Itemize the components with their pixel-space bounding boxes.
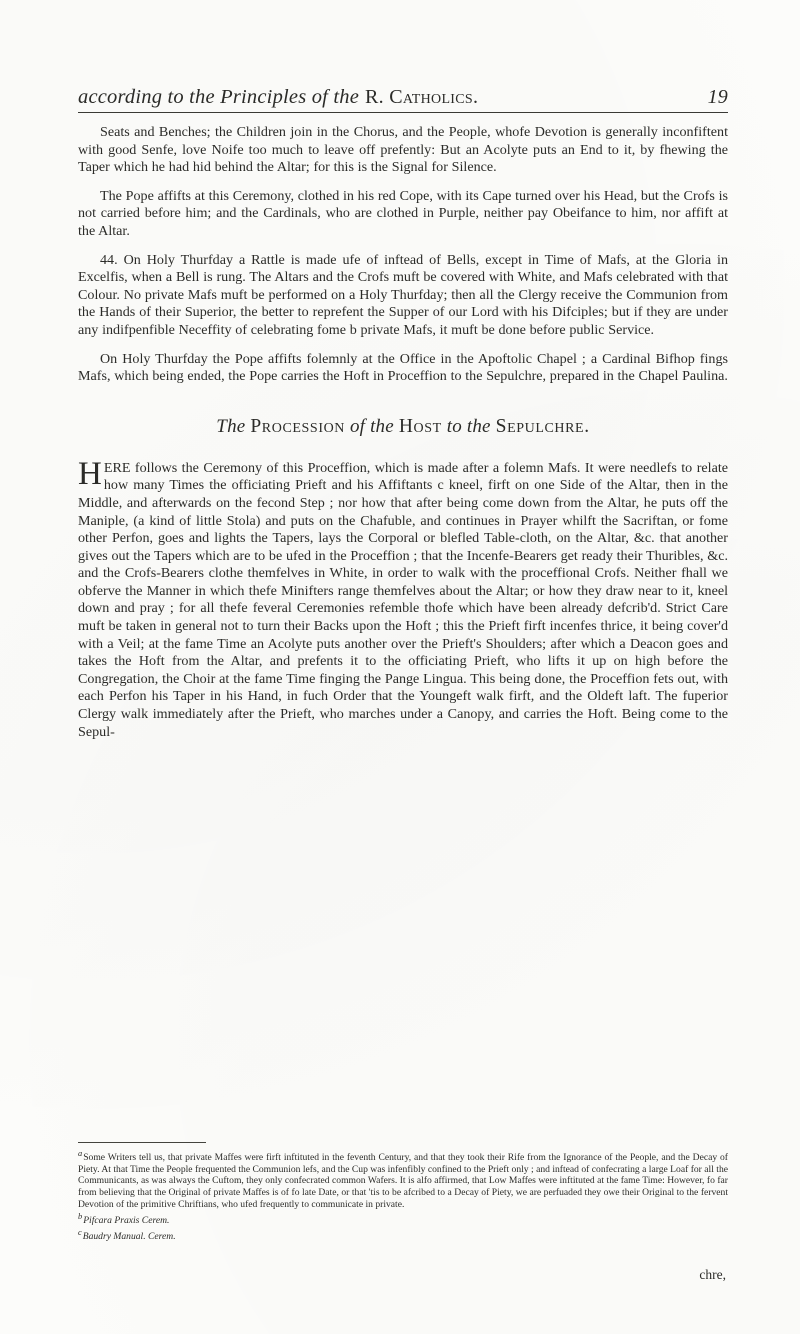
section-heading-procession: Procession xyxy=(250,415,345,437)
running-head-smallcaps: R. Catholics. xyxy=(365,86,479,108)
drop-capital: H xyxy=(78,455,102,492)
footnote-a-mark: a xyxy=(78,1149,83,1158)
text-column xyxy=(78,86,728,752)
page-number: 19 xyxy=(707,86,728,108)
section-heading xyxy=(78,416,728,438)
catchword: chre, xyxy=(699,1267,726,1282)
paragraph-3-text: On Holy Thurfday a Rattle is made ufe of inftead of Bells, except in Time of Mafs, at the Gloria in Excelfis, when a Bell is rung. The Altars and the Crofs muft be covered with White, and Mafs celebrated with that Colour. No private Mafs muft be performed on a Holy Thurfday; then all the Clergy receive the Communion from the Hands of their Superior, the better to reprefent the Supper of our Lord with his Difciples; but if they are under any indifpenfible Neceffity of celebrating fome b private Mafs, it muft be done before public Service. xyxy=(78,251,728,338)
footnote-c-text: Baudry Manual. Cerem. xyxy=(82,1231,176,1243)
footnote-b-mark: b xyxy=(78,1211,83,1221)
section-paragraph-1 xyxy=(78,455,728,742)
running-head-title: according to the Principles of the xyxy=(78,86,360,108)
footnote-c xyxy=(78,1227,728,1243)
section-heading-tail: to the xyxy=(441,415,496,437)
section-heading-host: Host xyxy=(398,415,442,437)
header-rule xyxy=(78,112,728,113)
running-head xyxy=(78,86,728,109)
paragraph-4: On Holy Thurfday the Pope affifts folemnly at the Office in the Apoftolic Chapel ; a Cardinal Bifhop fings Mafs, which being ended, the Pope carries the Hoft in Proceffion to the Sepulchre, prepared in the Chapel Paulina. xyxy=(78,350,728,385)
footnote-block xyxy=(78,1142,728,1243)
paragraph-3-number: 44. xyxy=(100,251,118,268)
footnote-rule xyxy=(78,1142,206,1143)
paragraph-2: The Pope affifts at this Ceremony, clothed in his red Cope, with its Cape turned over his Head, but the Crofs is not carried before him; and the Cardinals, who are clothed in Purple, neither pay Obeifance to him, nor affift at the Altar. xyxy=(78,187,728,239)
section-heading-lead: The xyxy=(216,415,251,437)
paragraph-3 xyxy=(78,252,728,340)
section-paragraph-1-text: ERE follows the Ceremony of this Proceffion, which is made after a folemn Mafs. It were needlefs to relate how many Times the officiating Prieft and his Affiftants c kneel, firft on one Side of the Altar, then in the Middle, and afterwards on the fecond Step ; nor how that after being come down from the Altar, he puts off the Maniple, (a kind of little Stola) and puts on the Chafuble, and continues in Prayer whilft the Sacriftan, or fome other Perfon, goes and lights the Tapers, lays the Corporal or blefled Table-cloth, on the Altar, &c. that another gives out the Tapers which are to be ufed in the Proceffion ; that the Incenfe-Bearers get ready their Thuribles, &c. and the Crofs-Bearers clothe themfelves in White, in order to walk with the proceffional Crofs. Neither fhall we obferve the Manner in which thefe Minifters range themfelves about the Altar; or how they draw near to it, kneel down and pray ; for all thefe feveral Ceremonies refemble thofe which have been already defcrib'd. Strict Care muft be taken in general not to turn their Backs upon the Hoft ; this the Prieft firft incenfes thrice, it being cover'd with a Veil; at the fame Time an Acolyte puts another over the Prieft's Shoulders; after which a Deacon goes and takes the Hoft from the Altar, and prefents it to the officiating Prieft, who lifts it up on high before the Congregation, the Choir at the fame Time finging the Pange Lingua. This being done, the Proceffion fets out, with each Perfon his Taper in his Hand, in fuch Order that the Youngeft walk firft, and the Oldeft laft. The fuperior Clergy walk immediately after the Prieft, who marches under a Canopy, and carries the Hoft. Being come to the Sepul- xyxy=(78,459,728,740)
section-heading-sepulchre: Sepulchre. xyxy=(495,415,590,437)
footnote-b-text: Pifcara Praxis Cerem. xyxy=(83,1214,170,1226)
footnote-b xyxy=(78,1211,728,1227)
footnote-a-text: Some Writers tell us, that private Maffes were firft inftituted in the feventh Century, and that they took their Rife from the Ignorance of the People, and the Decay of Piety. At that Time the People frequented the Communion lefs, and the Cup was infenfibly confined to the Prieft only ; and inftead of confecrating a large Loaf for all the Communicants, as was always the Cuftom, they only confecrated common Wafers. It is alfo affirmed, that Low Maffes were inftituted at the fame Time: However, fo far from believing that the Original of private Maffes is of fo late Date, or that 'tis to be afcribed to a Decay of Piety, we are perfuaded they owe their Original to the fervent Devotion of the primitive Chriftians, who ufed frequently to communicate in private. xyxy=(78,1152,728,1210)
footnote-c-mark: c xyxy=(78,1227,82,1237)
paragraph-1: Seats and Benches; the Children join in the Chorus, and the People, whofe Devotion is generally inconfiftent with good Senfe, love Noife too much to leave off prefently: But an Acolyte puts an End to it, by fhewing the Taper which he had hid behind the Altar; for this is the Signal for Silence. xyxy=(78,124,728,176)
section-heading-mid: of the xyxy=(345,415,399,437)
footnote-a xyxy=(78,1148,728,1210)
